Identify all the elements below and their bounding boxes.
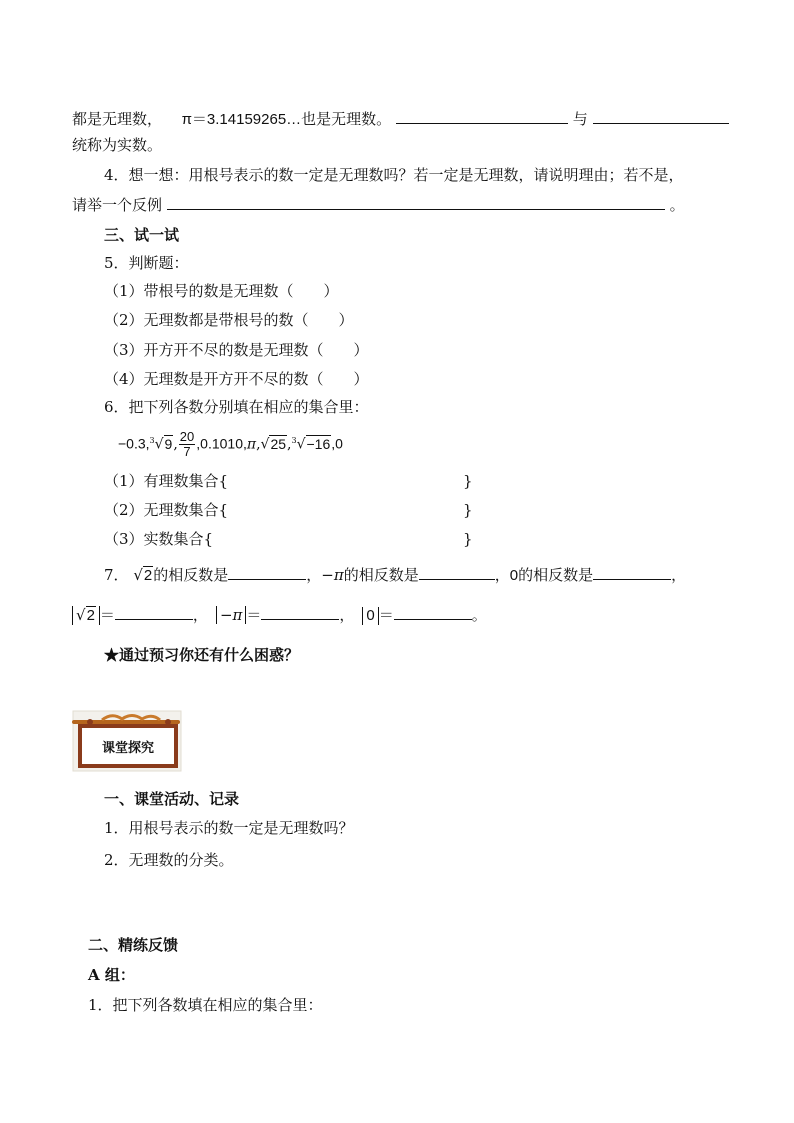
cbrt-9: 9	[164, 435, 173, 452]
opposite-text-3: 的相反数是	[518, 566, 594, 584]
abs-zero: 0	[362, 607, 378, 625]
judge-item-4: （4）无理数是开方开不尽的数（ ）	[104, 370, 369, 388]
activity-title: 一、课堂活动、记录	[104, 790, 240, 808]
question-7-line-2	[72, 603, 487, 625]
radical-icon: √	[133, 566, 143, 584]
blank-rational[interactable]	[396, 107, 568, 124]
line-end: 。	[471, 606, 487, 624]
set-rational[interactable]	[104, 471, 228, 491]
opposite-text-2: 的相反数是	[343, 566, 419, 584]
comma: ，	[306, 566, 322, 584]
radical-icon: √	[296, 436, 306, 453]
set-real[interactable]	[104, 529, 213, 549]
blank-opp-negpi[interactable]	[419, 563, 495, 580]
number-list: −0.3,$^3$√9, $\frac{20}{7}$ ,0.1010,π,√25,$^3$√−16,0	[118, 429, 343, 460]
equals: ＝	[99, 606, 115, 624]
counterexample-label: 请举一个反例	[72, 196, 163, 214]
blank-abs-negpi[interactable]	[261, 603, 339, 620]
blank-opp-sqrt2[interactable]	[228, 563, 306, 580]
abs-sqrt2-value: 2	[86, 607, 95, 624]
set-rational-close: }	[463, 472, 473, 490]
practice-question-1: 1．把下列各数填在相应的集合里：	[88, 996, 323, 1014]
cbrt-index: 3	[149, 436, 155, 445]
and-text: 与	[572, 110, 588, 128]
practice-title: 二、精练反馈	[88, 936, 179, 954]
frac-den: 7	[183, 444, 191, 460]
activity-item-2: 2．无理数的分类。	[104, 851, 234, 869]
blank-irrational[interactable]	[593, 107, 729, 124]
set-irrational[interactable]	[104, 500, 228, 520]
judge-item-1: （1）带根号的数是无理数（ ）	[104, 282, 339, 300]
question-7-line-1	[104, 563, 686, 586]
question-4-line-1: 4．想一想：用根号表示的数一定是无理数吗？若一定是无理数，请说明理由；若不是，	[104, 166, 684, 184]
sqrt-25: 25	[270, 435, 287, 452]
section-3-title: 三、试一试	[104, 226, 180, 244]
badge-label: 课堂探究	[101, 741, 154, 756]
radical-icon: √	[76, 606, 86, 624]
num-neg-0-3: −0.3,	[118, 435, 150, 452]
blank-opp-zero[interactable]	[593, 563, 671, 580]
neg-pi: −π	[321, 566, 344, 584]
frac-num: 20	[179, 429, 195, 445]
num-0-1010: ,0.1010,	[196, 435, 247, 452]
pi-statement: π＝3.14159265…也是无理数。	[181, 111, 392, 128]
set-rational-label: （1）有理数集合{	[104, 472, 229, 490]
classroom-explore-badge	[72, 710, 182, 772]
set-real-close: }	[463, 530, 473, 548]
judge-item-2: （2）无理数都是带根号的数（ ）	[104, 311, 354, 329]
abs-sqrt2	[72, 606, 100, 625]
q7-number: 7．	[104, 566, 129, 584]
preview-question: ★通过预习你还有什么困惑？	[104, 646, 300, 664]
blank-abs-sqrt2[interactable]	[115, 603, 193, 620]
comma: ，	[494, 566, 510, 584]
question-4-line-2	[72, 193, 685, 215]
radical-icon: √	[154, 436, 164, 453]
equals: ＝	[378, 606, 394, 624]
question-5-title: 5．判断题：	[104, 254, 189, 272]
intro-line-1	[72, 107, 729, 130]
comma: ，	[339, 606, 355, 624]
intro-line-2: 统称为实数。	[72, 136, 163, 154]
judge-item-3: （3）开方开不尽的数是无理数（ ）	[104, 341, 369, 359]
opposite-text-1: 的相反数是	[153, 566, 229, 584]
question-6-title: 6．把下列各数分别填在相应的集合里：	[104, 398, 369, 416]
line-end: 。	[669, 196, 685, 214]
set-real-label: （3）实数集合{	[104, 530, 214, 548]
comma: ，	[192, 606, 208, 624]
radical-icon: √	[260, 436, 270, 453]
cbrt-index-2: 3	[291, 436, 297, 445]
num-pi: π	[246, 436, 257, 453]
fraction-20-7	[179, 430, 195, 459]
cbrt-neg-16: −16	[306, 435, 331, 452]
sqrt-2: 2	[143, 567, 153, 584]
abs-neg-pi: −π	[216, 606, 246, 624]
equals: ＝	[246, 606, 262, 624]
blank-counterexample[interactable]	[167, 193, 665, 210]
comma: ，	[671, 566, 687, 584]
activity-item-1: 1．用根号表示的数一定是无理数吗？	[104, 819, 354, 837]
zero: 0	[509, 567, 519, 584]
group-a-label: A 组：	[88, 966, 135, 984]
set-irrational-label: （2）无理数集合{	[104, 501, 229, 519]
set-irrational-close: }	[463, 501, 473, 519]
intro-text: 都是无理数，	[72, 110, 163, 128]
blank-abs-zero[interactable]	[394, 603, 472, 620]
num-zero: ,0	[331, 435, 343, 452]
